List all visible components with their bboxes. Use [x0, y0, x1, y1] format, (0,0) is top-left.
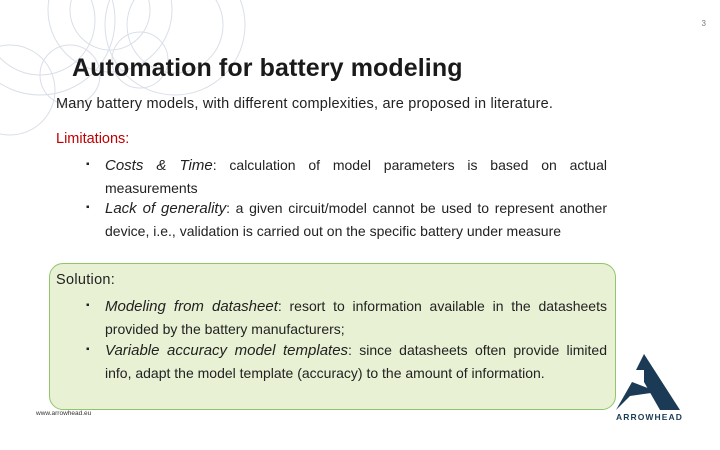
bullet-term: Modeling from datasheet	[105, 298, 278, 315]
square-bullet-icon: ▪	[86, 344, 90, 355]
slide-subtitle: Many battery models, with different complexities, are proposed in literature.	[56, 96, 554, 112]
slide-title: Automation for battery modeling	[72, 54, 463, 82]
bullet-term: Lack of generality	[105, 200, 227, 217]
list-item	[86, 339, 607, 384]
square-bullet-icon: ▪	[86, 300, 90, 311]
limitations-heading: Limitations:	[56, 131, 130, 147]
bullet-text: : a given circuit/model cannot be used to represent another device, i.e., validation is carried out on the specific battery under measure	[105, 200, 607, 239]
footer-url: www.arrowhead.eu	[36, 410, 92, 417]
list-item	[86, 197, 607, 242]
bullet-text: : resort to information available in the datasheets provided by the battery manufacturers;	[105, 298, 607, 337]
list-item	[86, 295, 607, 340]
bullet-term: Variable accuracy model templates	[105, 342, 349, 359]
bullet-term: Costs & Time	[105, 157, 213, 174]
square-bullet-icon: ▪	[86, 159, 90, 170]
solution-heading: Solution:	[56, 272, 116, 288]
page-number: 3	[701, 19, 706, 28]
bullet-text: : since datasheets often provide limited info, adapt the model template (accuracy) to the amount of information.	[105, 342, 607, 381]
decorative-circles	[0, 0, 260, 170]
square-bullet-icon: ▪	[86, 202, 90, 213]
list-item	[86, 154, 607, 199]
logo-text: ARROWHEAD	[616, 412, 684, 422]
bullet-text: : calculation of model parameters is based on actual measurements	[105, 157, 607, 196]
